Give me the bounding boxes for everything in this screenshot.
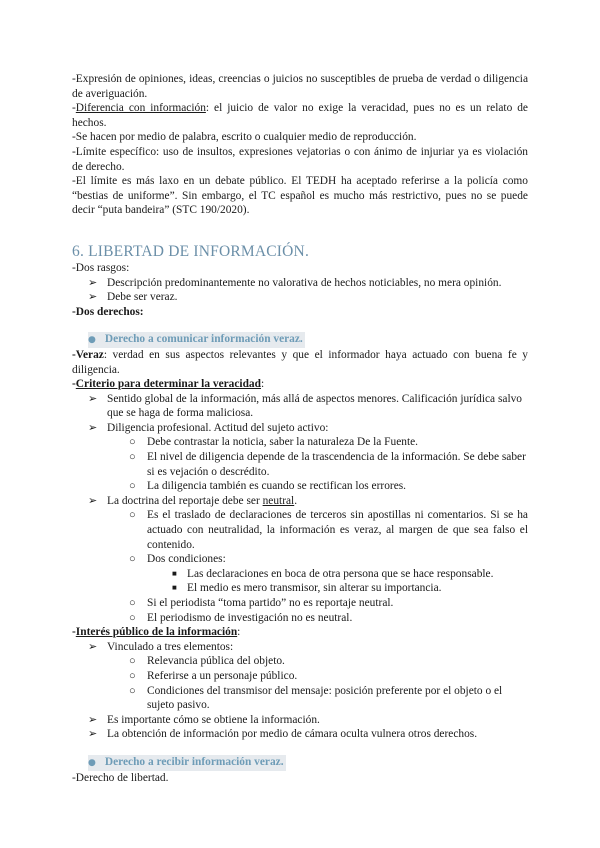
dot-bullet-icon: ●: [88, 335, 96, 346]
circle-bullet-icon: ○: [129, 436, 136, 449]
circle-bullet-icon: ○: [129, 451, 136, 464]
derecho-libertad: -Derecho de libertad.: [72, 771, 169, 784]
list-item: ○ Referirse a un personaje público.: [129, 669, 298, 682]
interes-label: -Interés público de la información:: [72, 626, 241, 639]
list-item: ➢ Es importante cómo se obtiene la información.: [88, 712, 320, 726]
page-content: [72, 72, 528, 785]
arrow-bullet-icon: ➢: [88, 639, 98, 653]
subheading-derecho-recibir: ● Derecho a recibir información veraz.: [72, 755, 528, 771]
list-item: ○ Debe contrastar la noticia, saber la naturaleza De la Fuente.: [129, 436, 419, 449]
circle-bullet-icon: ○: [129, 669, 136, 682]
circle-bullet-icon: ○: [129, 597, 136, 609]
intro-debate: -El límite es más laxo en un debate público. El TEDH ha aceptado referirse a la policía como “bestias de uniforme”. Sin embargo, el TC español es mucho más restrictivo, pues no se puede decir “puta bandeira” (STC 190/2020).: [72, 175, 528, 217]
circle-bullet-icon: ○: [129, 553, 136, 566]
criterio-label: -Criterio para determinar la veracidad:: [72, 378, 265, 391]
intro-diferencia: -Diferencia con información: el juicio de valor no exige la veracidad, pues no es un relato de hechos.: [72, 102, 528, 129]
diferencia-rest: : el juicio de valor no exige la veracidad, pues no es un relato de hechos.: [72, 102, 528, 129]
rasgos-label: -Dos rasgos:: [72, 261, 130, 274]
list-item: ➢ Descripción predominantemente no valorativa de hechos noticiables, no mera opinión.: [88, 275, 502, 289]
list-item: ➢ La doctrina del reportaje debe ser neutral.: [88, 493, 298, 507]
list-item: ○ La diligencia también es cuando se rectifican los errores.: [129, 480, 407, 493]
list-item: ○ Relevancia pública del objeto.: [129, 655, 285, 668]
circle-bullet-icon: ○: [129, 684, 136, 697]
dos-derechos-label: -Dos derechos:: [72, 305, 144, 318]
veraz-definition: -Veraz: verdad en sus aspectos relevantes y que el informador haya actuado con buena fe y diligencia.: [72, 348, 528, 376]
list-item: ➢ Diligencia profesional. Actitud del sujeto activo:: [88, 420, 329, 434]
list-item: ➢ Vinculado a tres elementos:: [88, 639, 234, 653]
subheading-derecho-comunicar: ● Derecho a comunicar información veraz.: [72, 332, 528, 348]
list-item: ➢ Sentido global de la información, más allá de aspectos menores. Calificación jurídica salvo que se haga de forma maliciosa.: [88, 391, 522, 420]
arrow-bullet-icon: ➢: [88, 290, 98, 304]
intro-limite: -Límite específico: uso de insultos, expresiones vejatorias o con ánimo de injuriar ya es violación de derecho.: [72, 145, 528, 173]
circle-bullet-icon: ○: [129, 480, 136, 493]
square-bullet-icon: ■: [172, 583, 177, 593]
list-item: ○ Si el periodista “toma partido” no es reportaje neutral.: [129, 597, 394, 609]
circle-bullet-icon: ○: [129, 655, 136, 668]
list-item: ■ Las declaraciones en boca de otra persona que se hace responsable.: [172, 567, 494, 580]
dot-bullet-icon: ●: [88, 757, 96, 768]
arrow-bullet-icon: ➢: [88, 712, 98, 726]
list-item: ○ Condiciones del transmisor del mensaje: posición preferente por el objeto o el sujeto pasivo.: [129, 684, 503, 712]
arrow-bullet-icon: ➢: [88, 275, 98, 289]
intro-expresion: -Expresión de opiniones, ideas, creencias o juicios no susceptibles de prueba de verdad o diligencia de averiguación.: [72, 73, 528, 100]
arrow-bullet-icon: ➢: [88, 493, 98, 507]
list-item: ➢ La obtención de información por medio de cámara oculta vulnera otros derechos.: [88, 727, 478, 741]
intro-medio: -Se hacen por medio de palabra, escrito o cualquier medio de reproducción.: [72, 131, 417, 144]
list-item: ○ Es el traslado de declaraciones de terceros sin apostillas ni comentarios. Si se ha actuado con neutralidad, la información es veraz, al margen de que sea falso el contenido.: [129, 509, 528, 551]
arrow-bullet-icon: ➢: [88, 391, 98, 405]
list-item: ○ El nivel de diligencia depende de la trascendencia de la información. Se debe saber si es vejación o descrédito.: [129, 451, 526, 478]
section-heading: 6. LIBERTAD DE INFORMACIÓN.: [72, 242, 310, 260]
circle-bullet-icon: ○: [129, 611, 136, 624]
list-item: ■ El medio es mero transmisor, sin alterar su importancia.: [172, 582, 442, 595]
circle-bullet-icon: ○: [129, 509, 136, 522]
diferencia-lead: Diferencia con información: [75, 102, 206, 115]
arrow-bullet-icon: ➢: [88, 420, 98, 434]
list-item: ○ Dos condiciones:: [129, 553, 226, 566]
list-item: ➢ Debe ser veraz.: [88, 290, 178, 304]
arrow-bullet-icon: ➢: [88, 727, 98, 741]
square-bullet-icon: ■: [172, 568, 177, 578]
list-item: ○ El periodismo de investigación no es neutral.: [129, 611, 353, 624]
